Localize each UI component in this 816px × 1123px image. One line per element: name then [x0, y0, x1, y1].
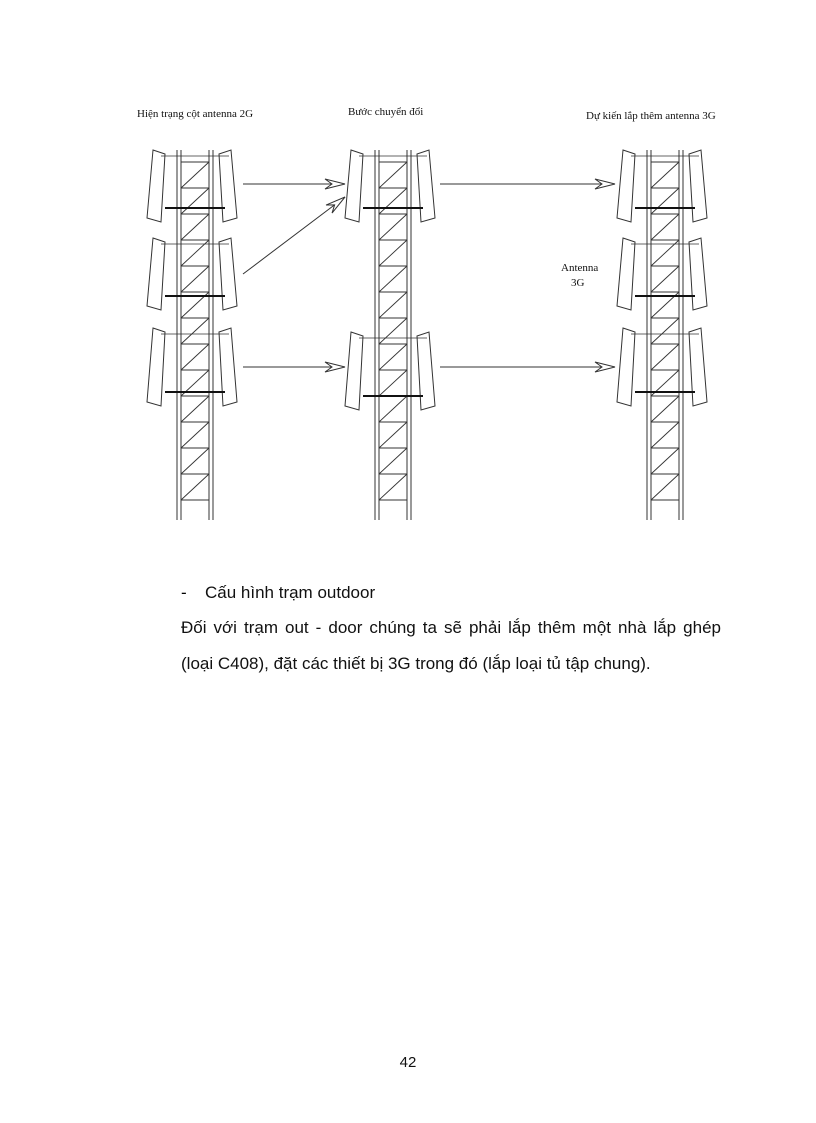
paragraph-line-2: (loại C408), đặt các thiết bị 3G trong đó (lắp loại tủ tập chung).: [181, 654, 651, 673]
tower-0-brace: [181, 422, 209, 448]
section-heading: Cấu hình trạm outdoor: [205, 583, 376, 602]
tower-2-brace: [651, 474, 679, 500]
antenna-panel-right-t2-a: [417, 150, 435, 222]
antenna-panel-right-t1-b: [219, 238, 237, 310]
antenna-panel-left-t3-c: [617, 328, 635, 406]
tower-2-brace: [651, 162, 679, 188]
antenna-3g-label-line2: 3G: [571, 277, 585, 289]
tower-0-brace: [181, 474, 209, 500]
tower-2-brace: [651, 266, 679, 292]
tower-0-brace: [181, 266, 209, 292]
tower-1-brace: [379, 318, 407, 344]
tower-2-brace: [651, 448, 679, 474]
tower-0-brace: [181, 318, 209, 344]
arrow-middle-to-transition-head: [326, 197, 345, 213]
tower-0-brace: [181, 344, 209, 370]
tower-0-brace: [181, 188, 209, 214]
tower-2-brace: [651, 344, 679, 370]
tower-2-brace: [651, 396, 679, 422]
antenna-panel-right-t3-b: [689, 238, 707, 310]
tower-2-brace: [651, 318, 679, 344]
tower-2-brace: [651, 422, 679, 448]
tower-1-brace: [379, 370, 407, 396]
tower-1-brace: [379, 240, 407, 266]
tower-0-brace: [181, 162, 209, 188]
antenna-panel-left-t1-b: [147, 238, 165, 310]
antenna-panel-left-t2-a: [345, 150, 363, 222]
antenna-panel-left-t1-a: [147, 150, 165, 222]
label-transition-step: Bước chuyển đổi: [348, 106, 424, 118]
tower-1-brace: [379, 448, 407, 474]
tower-1-brace: [379, 396, 407, 422]
bullet-dash: -: [181, 583, 187, 602]
antenna-panel-right-t3-a: [689, 150, 707, 222]
tower-conversion-diagram: [0, 0, 816, 560]
label-current-2g: Hiện trạng cột antenna 2G: [137, 108, 254, 120]
antenna-panel-right-t1-a: [219, 150, 237, 222]
tower-0-brace: [181, 214, 209, 240]
antenna-panel-right-t1-c: [219, 328, 237, 406]
tower-0-brace: [181, 448, 209, 474]
antenna-panel-left-t2-b: [345, 332, 363, 410]
antenna-3g-label-line1: Antenna: [561, 262, 599, 274]
tower-1-brace: [379, 162, 407, 188]
antenna-panel-left-t1-c: [147, 328, 165, 406]
tower-2-brace: [651, 214, 679, 240]
paragraph-line-1: Đối với trạm out - door chúng ta sẽ phải lắp thêm một nhà lắp ghép: [181, 618, 721, 637]
tower-1-brace: [379, 266, 407, 292]
antenna-panel-right-t2-b: [417, 332, 435, 410]
tower-1-brace: [379, 422, 407, 448]
antenna-panel-left-t3-a: [617, 150, 635, 222]
tower-1-brace: [379, 474, 407, 500]
antenna-panel-right-t3-c: [689, 328, 707, 406]
tower-1-brace: [379, 214, 407, 240]
label-planned-3g: Dự kiến lắp thêm antenna 3G: [586, 110, 716, 122]
page-number: 42: [399, 1054, 417, 1071]
tower-0-brace: [181, 396, 209, 422]
tower-1-brace: [379, 344, 407, 370]
tower-2-brace: [651, 188, 679, 214]
tower-1-brace: [379, 188, 407, 214]
antenna-panel-left-t3-b: [617, 238, 635, 310]
arrow-middle-to-transition: [243, 197, 345, 274]
tower-1-brace: [379, 292, 407, 318]
